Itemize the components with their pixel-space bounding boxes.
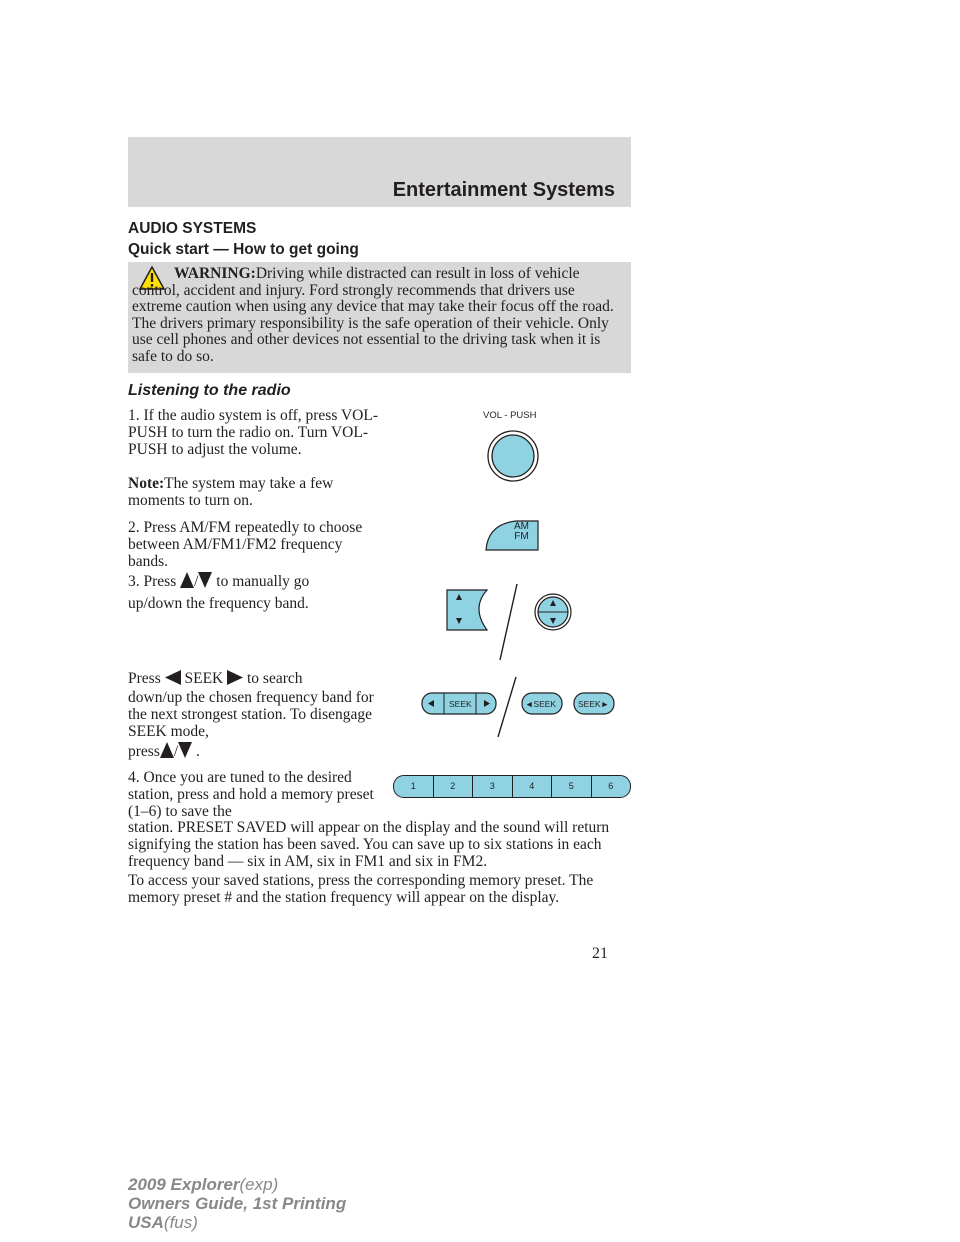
am-label: AM	[514, 521, 529, 532]
seek-buttons-figure	[420, 675, 620, 745]
footer	[128, 1175, 346, 1232]
footer-guide: Owners Guide, 1st Printing	[128, 1194, 347, 1213]
preset-button-2[interactable]: 2	[434, 776, 474, 797]
warning-body: Driving while distracted can result in loss of vehicle control, accident and injury. Ford strongly recommends that drivers use extreme caution when using any device that may take their focus off the road. The drivers primary responsibility is the safe operation of their vehicle. Only use cell phones and other devices not essential to the driving task when it is safe to do so.	[132, 265, 614, 365]
warning-text	[132, 266, 627, 366]
seek-right-arrow-icon	[227, 670, 243, 685]
footer-market: USA	[128, 1213, 164, 1232]
vol-push-label: VOL - PUSH	[483, 410, 537, 421]
seek-text-a: Press	[128, 670, 161, 687]
am-fm-label	[514, 522, 529, 542]
step-3-text-a: 3. Press	[128, 573, 177, 590]
access-presets: To access your saved stations, press the corresponding memory preset. The memory preset # and the station frequency will appear on the display.	[128, 872, 594, 906]
step-3-cont: up/down the frequency band.	[128, 595, 309, 612]
fm-label: FM	[514, 531, 529, 542]
step-4-cont: station. PRESET SAVED will appear on the display and the sound will return signifying the station has been saved. You can save up to six stations in each frequency band — six in AM, six in FM1 and six in FM2.	[128, 819, 610, 870]
seek-down-button[interactable]: ◄SEEK	[525, 699, 557, 709]
down-arrow-icon	[178, 742, 192, 758]
note-label: Note:	[128, 475, 165, 492]
preset-button-3[interactable]: 3	[473, 776, 513, 797]
footer-model: 2009 Explorer	[128, 1175, 240, 1194]
seek-press-line	[128, 742, 378, 761]
preset-button-1[interactable]: 1	[394, 776, 434, 797]
preset-button-4[interactable]: 4	[513, 776, 553, 797]
seek-left-arrow-icon	[165, 670, 181, 685]
tune-rocker-button	[447, 590, 487, 630]
subsection-title: Quick start — How to get going	[128, 241, 359, 258]
seek-line	[128, 670, 378, 688]
step-3-slash: /	[194, 573, 199, 590]
warning-label: WARNING:	[174, 265, 256, 282]
step-4: 4. Once you are tuned to the desired station, press and hold a memory preset (1–6) to save the	[128, 769, 374, 820]
seek-rocker-label[interactable]: SEEK	[449, 699, 472, 709]
seek-description: down/up the chosen frequency band for the next strongest station. To disengage SEEK mode,	[128, 689, 374, 740]
step-2: 2. Press AM/FM repeatedly to choose between AM/FM1/FM2 frequency bands.	[128, 519, 363, 570]
footer-market-code: (fus)	[163, 1213, 198, 1232]
step-1: 1. If the audio system is off, press VOL-PUSH to turn the radio on. Turn VOL-PUSH to adjust the volume.	[128, 407, 378, 458]
warning-box	[128, 262, 631, 373]
am-fm-button[interactable]	[484, 518, 540, 552]
header-band	[128, 137, 631, 207]
seek-slash: /	[173, 743, 179, 760]
step-3-text-b: to manually go	[216, 573, 310, 590]
down-arrow-icon	[198, 572, 212, 588]
seek-up-button[interactable]: SEEK►	[578, 699, 610, 709]
step-3	[128, 572, 378, 591]
preset-button-6[interactable]: 6	[608, 781, 614, 791]
listening-heading: Listening to the radio	[128, 382, 291, 399]
seek-text-d: press	[128, 743, 160, 760]
note	[128, 476, 378, 510]
seek-word: SEEK	[184, 670, 224, 687]
up-arrow-icon	[160, 742, 174, 758]
seek-end: .	[196, 743, 200, 760]
vol-push-knob[interactable]	[485, 426, 541, 486]
preset-button-5[interactable]: 5	[552, 776, 592, 797]
seek-text-b: to search	[246, 670, 303, 687]
up-arrow-icon	[180, 572, 194, 588]
note-text: The system may take a few moments to turn on.	[128, 475, 334, 509]
page-number: 21	[592, 945, 608, 962]
preset-strip	[393, 775, 631, 798]
page-header-title: Entertainment Systems	[392, 179, 615, 201]
section-title: AUDIO SYSTEMS	[128, 220, 257, 237]
footer-model-code: (exp)	[239, 1175, 279, 1194]
tune-buttons-figure	[445, 578, 575, 668]
